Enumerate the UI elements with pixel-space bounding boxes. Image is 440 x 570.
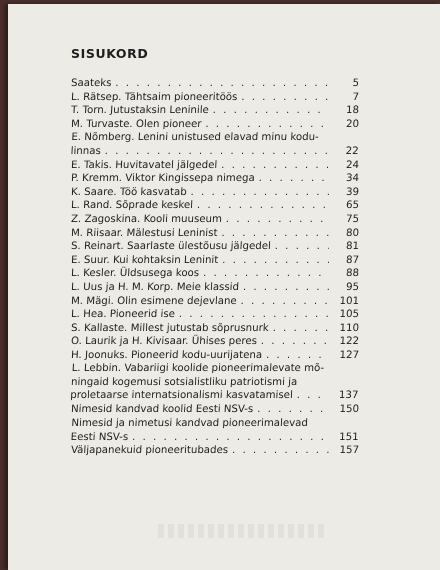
toc-entry-title: Nimesid kandvad koolid Eesti NSV-s (70, 404, 254, 416)
toc-entry-title: L. Hea. Pioneerid ise (70, 309, 176, 321)
dot-leader (257, 335, 330, 349)
toc-entry-line (71, 295, 360, 309)
toc-entry-title: Z. Zagoskina. Kooli muuseum (70, 213, 223, 225)
toc-entry (71, 308, 360, 322)
toc-page-number: 95 (345, 281, 360, 293)
dot-leader (253, 403, 329, 417)
toc-entry-line (71, 104, 360, 118)
toc-entry (70, 131, 359, 158)
toc-entry-title: M. Riisaar. Mälestusi Leninist (70, 227, 218, 239)
toc-entry-line (70, 390, 359, 404)
toc-entry-line (71, 213, 360, 227)
toc-entry-title: Nimesid ja nimetusi kandvad pioneerimalevad (71, 417, 309, 429)
toc-entry-line (71, 362, 360, 376)
dot-leader (292, 390, 328, 404)
toc-entry-title: ningaid kogemusi sotsialistliku patriotismi ja (70, 377, 298, 389)
toc-entry (70, 417, 359, 444)
toc-entry-title: L. Rätsep. Tähtsaim pioneeritöös (70, 91, 238, 103)
toc-entry-line (71, 159, 360, 173)
toc-page-number: 18 (345, 105, 360, 117)
toc-entry-line (71, 376, 360, 390)
toc-entry-title: P. Kremm. Viktor Kingissepa nimega (70, 173, 255, 185)
toc-page-number: 7 (352, 91, 360, 103)
toc-entry (71, 159, 360, 173)
toc-entry-line (71, 118, 360, 132)
dot-leader (111, 77, 329, 91)
dot-leader (237, 91, 329, 105)
toc-entry-title: Väljapanekuid pioneeritubades (70, 445, 229, 457)
toc-entry-line (71, 444, 360, 458)
toc-entry-line (71, 281, 360, 295)
toc-entry-line (71, 91, 360, 105)
toc-entry (71, 240, 360, 254)
toc-entry (71, 104, 360, 118)
toc-entry-title: Eesti NSV-s (70, 431, 129, 443)
toc-entry-title: L. Rand. Sõprade keskel (70, 200, 194, 212)
toc-page-number: 87 (345, 254, 360, 266)
toc-page-number: 151 (338, 431, 359, 443)
toc-entry-line (71, 172, 360, 186)
toc-page-number: 80 (345, 227, 360, 239)
book-page (8, 4, 440, 570)
toc-entry-title: linnas (70, 145, 102, 157)
toc-page-number: 88 (345, 268, 360, 280)
dot-leader (128, 430, 329, 444)
dot-leader (193, 199, 330, 213)
toc-entry-title: S. Reinart. Saarlaste ülestõusu jälgedel (70, 241, 272, 253)
toc-entry-line (71, 240, 360, 254)
toc-entry (71, 254, 360, 268)
dot-leader (270, 240, 329, 254)
dot-leader (218, 254, 329, 268)
dot-leader (262, 349, 330, 363)
toc-entry (71, 77, 360, 91)
toc-entry-title: E. Takis. Huvitavatel jälgedel (70, 159, 218, 171)
toc-entry-line (71, 349, 360, 363)
toc-page-number: 101 (339, 295, 360, 307)
toc-entry-title: Saateks (70, 78, 112, 89)
toc-entry-line (71, 322, 360, 336)
toc-entry (71, 335, 360, 349)
toc-entry-line (71, 403, 360, 417)
dot-leader (175, 308, 330, 322)
toc-entry-title: M. Mägi. Olin esimene dejevlane (70, 295, 237, 307)
toc-entry (70, 362, 360, 403)
toc-page-number: 81 (345, 241, 360, 253)
dot-leader (186, 186, 329, 200)
toc-entry-line (71, 227, 360, 241)
dot-leader (201, 118, 329, 132)
toc-entry (71, 349, 360, 363)
toc-page-number: 122 (339, 336, 360, 348)
toc-page-number: 150 (339, 404, 360, 416)
toc-page-number: 127 (339, 349, 360, 361)
toc-entry (71, 118, 360, 132)
toc-entry (71, 172, 360, 186)
faded-print-marks (158, 524, 328, 538)
toc-entry-line (71, 77, 360, 91)
toc-entry-line (70, 430, 359, 444)
toc-page-number: 65 (345, 200, 360, 212)
dot-leader (239, 281, 330, 295)
toc-entry-line (71, 186, 360, 200)
dot-leader (254, 172, 329, 186)
toc-entry-line (71, 417, 360, 431)
dot-leader (228, 444, 330, 458)
toc-entry (71, 267, 360, 281)
toc-entry-title: T. Torn. Jutustaksin Leninile (70, 105, 210, 117)
toc-entry-title: L. Kesler. Üldsusega koos (70, 268, 200, 280)
toc-entry-title: E. Suur. Kui kohtaksin Leninit (70, 254, 219, 266)
toc-entry-line (71, 254, 360, 268)
dot-leader (208, 104, 329, 118)
dot-leader (199, 267, 330, 281)
toc-page-number: 39 (345, 186, 360, 198)
toc-entry (71, 403, 360, 417)
dot-leader (268, 322, 329, 336)
toc-entry (71, 91, 360, 105)
toc-page-number: 105 (339, 309, 360, 321)
toc-entry-title: S. Kallaste. Millest jutustab sõprusnurk (70, 322, 269, 334)
toc-entry-title: M. Turvaste. Olen pioneer (70, 118, 202, 130)
toc-page-number: 5 (352, 78, 360, 89)
toc-entry-title: H. Joonuks. Pioneerid kodu-uurijatena (70, 349, 263, 361)
toc-entry-line (71, 308, 360, 322)
toc-page-number: 34 (345, 173, 360, 185)
toc-page-number: 24 (345, 159, 360, 171)
toc-entry-title: L. Lebbin. Vabariigi koolide pioneerimalevate mõ- (71, 363, 325, 375)
toc-entry (71, 227, 360, 241)
toc-entry-line (71, 131, 360, 145)
toc-page-number: 20 (345, 118, 360, 130)
dot-leader (217, 159, 329, 173)
page-title: SISUKORD (71, 46, 149, 61)
toc-entry-line (71, 199, 360, 213)
toc-entry (71, 186, 360, 200)
toc-entry-title: L. Uus ja H. M. Korp. Meie klassid (70, 281, 240, 293)
toc-entry (71, 322, 360, 336)
dot-leader (217, 227, 329, 241)
dot-leader (236, 295, 329, 309)
toc-page-number: 75 (345, 213, 360, 225)
toc-page-number: 157 (339, 445, 360, 457)
toc-entry-title: K. Saare. Töö kasvatab (70, 186, 187, 198)
toc-entry-line (71, 335, 360, 349)
table-of-contents (71, 77, 359, 458)
toc-page-number: 110 (339, 322, 360, 334)
toc-entry-title: E. Nõmberg. Lenini unistused elavad minu kodu- (71, 132, 320, 144)
toc-entry (71, 199, 360, 213)
toc-entry-title: proletaarse internatsionalismi kasvatamisel (70, 390, 294, 402)
toc-page-number: 137 (338, 390, 359, 402)
toc-entry (71, 281, 360, 295)
dot-leader (222, 213, 330, 227)
toc-entry-line (70, 145, 359, 159)
toc-entry-line (71, 267, 360, 281)
dot-leader (100, 145, 329, 159)
toc-entry (71, 213, 360, 227)
toc-page-number: 22 (345, 145, 359, 157)
toc-entry (71, 295, 360, 309)
toc-entry-title: O. Laurik ja H. Kivisaar. Ühises peres (70, 336, 258, 348)
toc-entry (71, 444, 360, 458)
